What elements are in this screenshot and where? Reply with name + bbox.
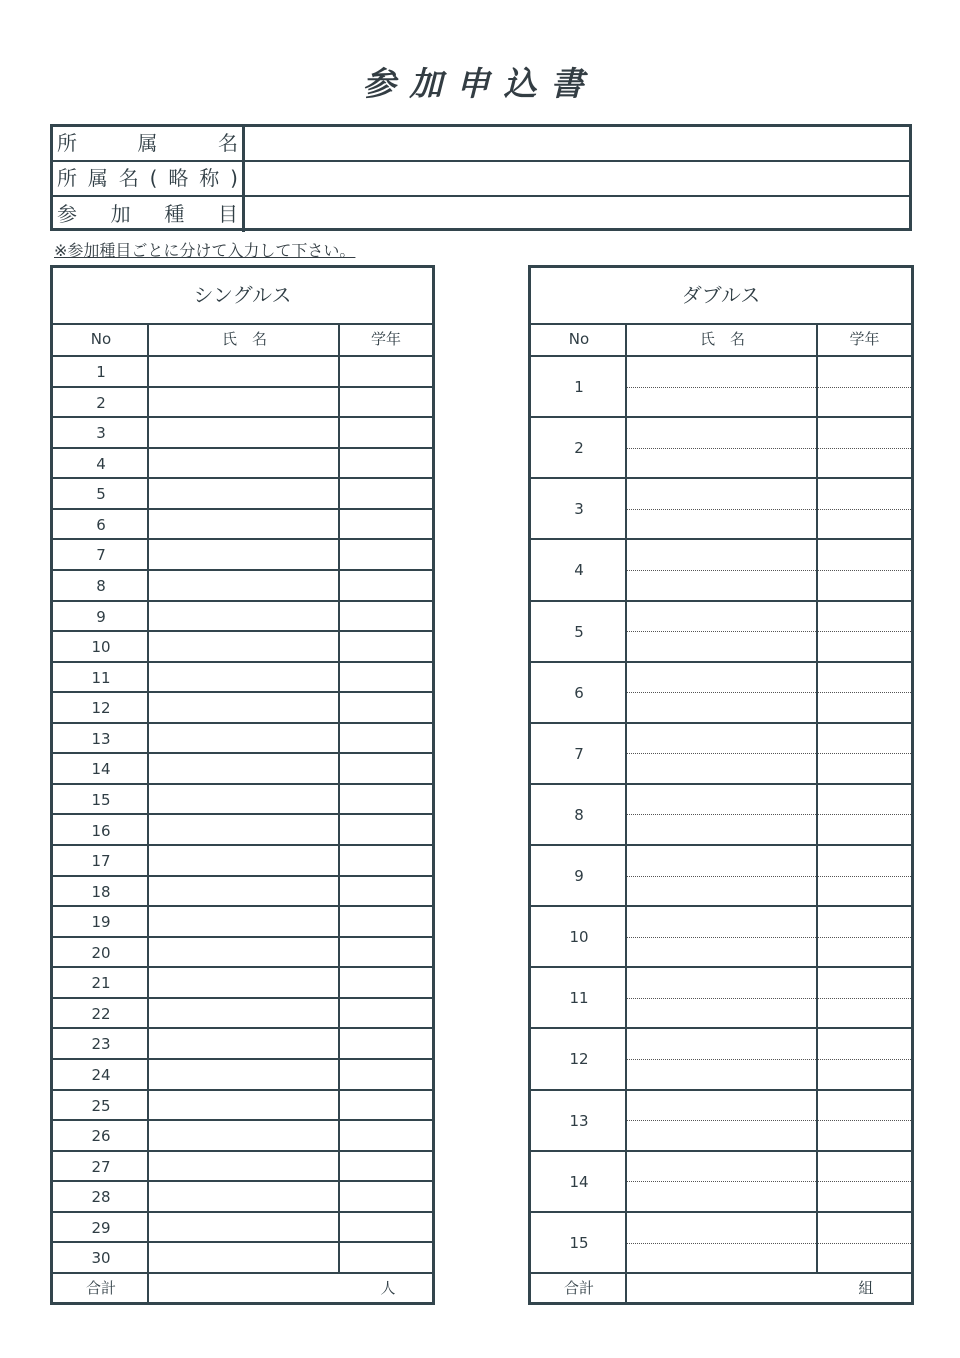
row-number: 28 — [91, 1188, 111, 1207]
col-no-header: No — [568, 330, 590, 348]
pair-name-field[interactable] — [627, 1091, 816, 1150]
affiliation-field[interactable] — [245, 127, 909, 160]
pair-name-field[interactable] — [627, 357, 816, 416]
divider — [627, 692, 816, 693]
affiliation-short-label-char: 略 — [168, 166, 189, 190]
pair-name-field[interactable] — [627, 968, 816, 1027]
table-row — [531, 663, 911, 724]
divider — [627, 1059, 816, 1060]
name-field[interactable] — [149, 449, 338, 478]
doubles-header — [531, 323, 911, 357]
row-number: 25 — [91, 1096, 111, 1115]
name-field[interactable] — [149, 816, 338, 845]
name-field[interactable] — [149, 602, 338, 631]
singles-header — [53, 323, 432, 357]
grade-field[interactable] — [340, 1121, 432, 1150]
event-row — [53, 197, 909, 232]
grade-field[interactable] — [340, 418, 432, 447]
grade-field[interactable] — [340, 388, 432, 417]
affiliation-short-label-char: ( — [149, 166, 158, 190]
row-number: 4 — [574, 561, 584, 580]
pair-grade-field[interactable] — [818, 968, 911, 1027]
divider — [627, 876, 816, 877]
affiliation-short-label-char: 名 — [118, 166, 139, 190]
table-row — [53, 816, 432, 847]
pair-name-field[interactable] — [627, 1029, 816, 1088]
divider — [818, 448, 911, 449]
table-row — [53, 510, 432, 541]
affiliation-short-label-char: ) — [230, 166, 238, 190]
table-row — [53, 388, 432, 419]
col-no-header: No — [90, 330, 112, 348]
singles-title: シングルス — [53, 268, 432, 325]
divider — [627, 998, 816, 999]
pair-name-field[interactable] — [627, 1152, 816, 1211]
affiliation-label — [53, 127, 245, 160]
name-field[interactable] — [149, 693, 338, 722]
row-number: 3 — [96, 424, 106, 443]
grade-field[interactable] — [340, 663, 432, 692]
table-row — [531, 846, 911, 907]
table-row — [53, 663, 432, 694]
doubles-table — [528, 265, 914, 1305]
divider — [818, 1243, 911, 1244]
name-field[interactable] — [149, 938, 338, 967]
grade-field[interactable] — [340, 632, 432, 661]
row-number: 15 — [569, 1233, 589, 1252]
table-row — [53, 877, 432, 908]
divider — [627, 570, 816, 571]
divider — [627, 509, 816, 510]
table-row — [53, 632, 432, 663]
row-number: 30 — [91, 1249, 111, 1268]
grade-field[interactable] — [340, 1182, 432, 1211]
grade-field[interactable] — [340, 1029, 432, 1058]
divider — [818, 1120, 911, 1121]
event-label-char: 種 — [164, 202, 185, 226]
affiliation-label-char: 属 — [137, 131, 158, 155]
grade-field[interactable] — [340, 1152, 432, 1181]
table-row — [53, 693, 432, 724]
event-field[interactable] — [245, 197, 909, 232]
grade-field[interactable] — [340, 785, 432, 814]
table-row — [531, 357, 911, 418]
table-row — [53, 602, 432, 633]
grade-field[interactable] — [340, 754, 432, 783]
name-field[interactable] — [149, 1152, 338, 1181]
table-row — [53, 1182, 432, 1213]
pair-grade-field[interactable] — [818, 785, 911, 844]
table-row — [53, 1243, 432, 1274]
pair-grade-field[interactable] — [818, 846, 911, 905]
row-number: 10 — [91, 638, 111, 657]
col-grade-header: 学年 — [849, 330, 880, 348]
table-row — [53, 357, 432, 388]
event-label-char: 加 — [110, 202, 131, 226]
name-field[interactable] — [149, 388, 338, 417]
row-number: 13 — [91, 729, 111, 748]
affiliation-row — [53, 127, 909, 162]
divider — [818, 509, 911, 510]
table-row — [53, 1121, 432, 1152]
row-number: 11 — [91, 668, 111, 687]
info-table — [50, 124, 912, 231]
row-number: 29 — [91, 1218, 111, 1237]
name-field[interactable] — [149, 999, 338, 1028]
grade-field[interactable] — [340, 907, 432, 936]
table-row — [53, 754, 432, 785]
col-name-header: 氏 名 — [699, 330, 745, 348]
pair-name-field[interactable] — [627, 907, 816, 966]
table-row — [531, 1029, 911, 1090]
pair-grade-field[interactable] — [818, 357, 911, 416]
row-number: 14 — [91, 760, 111, 779]
grade-field[interactable] — [340, 479, 432, 508]
divider — [627, 631, 816, 632]
table-row — [53, 999, 432, 1030]
pair-grade-field[interactable] — [818, 1029, 911, 1088]
doubles-total-label: 合計 — [563, 1279, 594, 1297]
pair-grade-field[interactable] — [818, 602, 911, 661]
affiliation-label-char: 所 — [57, 131, 77, 155]
name-field[interactable] — [149, 754, 338, 783]
table-row — [53, 1091, 432, 1122]
grade-field[interactable] — [340, 1213, 432, 1242]
name-field[interactable] — [149, 1060, 338, 1089]
row-number: 16 — [91, 821, 111, 840]
table-row — [531, 968, 911, 1029]
name-field[interactable] — [149, 877, 338, 906]
row-number: 15 — [91, 790, 111, 809]
table-row — [531, 479, 911, 540]
row-number: 19 — [91, 913, 111, 932]
pair-name-field[interactable] — [627, 663, 816, 722]
doubles-total-row — [531, 1272, 911, 1302]
grade-field[interactable] — [340, 510, 432, 539]
singles-table — [50, 265, 435, 1305]
row-number: 10 — [569, 928, 589, 947]
table-row — [53, 907, 432, 938]
event-label — [53, 197, 245, 232]
grade-field[interactable] — [340, 938, 432, 967]
row-number: 14 — [569, 1172, 589, 1191]
name-field[interactable] — [149, 1243, 338, 1274]
col-name-header: 氏 名 — [221, 330, 267, 348]
affiliation-short-label-char: 称 — [199, 166, 220, 190]
name-field[interactable] — [149, 846, 338, 875]
grade-field[interactable] — [340, 1060, 432, 1089]
singles-total-unit: 人 — [380, 1279, 396, 1297]
grade-field[interactable] — [340, 846, 432, 875]
row-number: 26 — [91, 1127, 111, 1146]
row-number: 13 — [569, 1111, 589, 1130]
table-row — [531, 540, 911, 601]
divider — [627, 814, 816, 815]
row-number: 1 — [96, 363, 106, 381]
table-row — [53, 938, 432, 969]
affiliation-short-label — [53, 162, 245, 195]
table-row — [531, 724, 911, 785]
table-row — [53, 724, 432, 755]
doubles-total-unit: 組 — [858, 1279, 874, 1297]
pair-name-field[interactable] — [627, 602, 816, 661]
divider — [627, 1120, 816, 1121]
name-field[interactable] — [149, 1029, 338, 1058]
pair-grade-field[interactable] — [818, 907, 911, 966]
singles-total-row — [53, 1272, 432, 1302]
affiliation-short-label-char: 所 — [57, 166, 77, 190]
row-number: 3 — [574, 500, 584, 519]
table-row — [53, 846, 432, 877]
name-field[interactable] — [149, 907, 338, 936]
pair-grade-field[interactable] — [818, 1152, 911, 1211]
name-field[interactable] — [149, 724, 338, 753]
table-row — [53, 968, 432, 999]
row-number: 11 — [569, 989, 589, 1008]
grade-field[interactable] — [340, 1091, 432, 1120]
row-number: 9 — [574, 867, 584, 886]
divider — [818, 1181, 911, 1182]
table-row — [531, 602, 911, 663]
row-number: 27 — [91, 1157, 111, 1176]
name-field[interactable] — [149, 510, 338, 539]
divider — [818, 814, 911, 815]
table-row — [53, 571, 432, 602]
affiliation-short-row — [53, 162, 909, 197]
table-row — [531, 1152, 911, 1213]
row-number: 8 — [574, 805, 584, 824]
col-grade-header: 学年 — [370, 330, 401, 348]
table-row — [53, 418, 432, 449]
divider — [627, 1181, 816, 1182]
row-number: 22 — [91, 1004, 111, 1023]
divider — [818, 570, 911, 571]
affiliation-short-field[interactable] — [245, 162, 909, 195]
pair-name-field[interactable] — [627, 479, 816, 538]
doubles-title: ダブルス — [531, 268, 911, 325]
table-row — [531, 418, 911, 479]
table-row — [53, 449, 432, 480]
divider — [818, 937, 911, 938]
name-field[interactable] — [149, 663, 338, 692]
divider — [627, 753, 816, 754]
event-label-char: 参 — [57, 202, 77, 226]
singles-total-label: 合計 — [85, 1279, 116, 1297]
divider — [818, 876, 911, 877]
row-number: 6 — [574, 683, 584, 702]
divider — [627, 448, 816, 449]
divider — [818, 998, 911, 999]
name-field[interactable] — [149, 785, 338, 814]
pair-grade-field[interactable] — [818, 1213, 911, 1274]
name-field[interactable] — [149, 540, 338, 569]
row-number: 6 — [96, 515, 106, 534]
row-number: 5 — [574, 622, 584, 641]
row-number: 23 — [91, 1035, 111, 1054]
grade-field[interactable] — [340, 449, 432, 478]
grade-field[interactable] — [340, 357, 432, 386]
pair-grade-field[interactable] — [818, 1091, 911, 1150]
pair-grade-field[interactable] — [818, 540, 911, 599]
divider — [627, 387, 816, 388]
affiliation-label-char: 名 — [218, 131, 238, 155]
divider — [818, 692, 911, 693]
event-label-char: 目 — [217, 202, 238, 226]
row-number: 5 — [96, 485, 106, 504]
pair-name-field[interactable] — [627, 540, 816, 599]
table-row — [531, 785, 911, 846]
row-number: 17 — [91, 852, 111, 871]
pair-name-field[interactable] — [627, 418, 816, 477]
grade-field[interactable] — [340, 540, 432, 569]
grade-field[interactable] — [340, 968, 432, 997]
divider — [627, 1243, 816, 1244]
row-number: 21 — [91, 974, 111, 993]
table-row — [53, 1152, 432, 1183]
affiliation-short-label-char: 属 — [87, 166, 108, 190]
row-number: 9 — [96, 607, 106, 626]
pair-grade-field[interactable] — [818, 418, 911, 477]
row-number: 18 — [91, 882, 111, 901]
table-row — [531, 1213, 911, 1274]
table-row — [531, 1091, 911, 1152]
name-field[interactable] — [149, 1182, 338, 1211]
pair-grade-field[interactable] — [818, 724, 911, 783]
pair-grade-field[interactable] — [818, 663, 911, 722]
table-row — [531, 907, 911, 968]
pair-name-field[interactable] — [627, 724, 816, 783]
divider — [627, 937, 816, 938]
grade-field[interactable] — [340, 816, 432, 845]
grade-field[interactable] — [340, 877, 432, 906]
row-number: 4 — [96, 454, 106, 473]
row-number: 20 — [91, 943, 111, 962]
name-field[interactable] — [149, 968, 338, 997]
instruction-note: ※参加種目ごとに分けて入力して下さい。 — [54, 241, 356, 260]
grade-field[interactable] — [340, 571, 432, 600]
pair-name-field[interactable] — [627, 1213, 816, 1274]
row-number: 12 — [569, 1050, 589, 1069]
row-number: 1 — [574, 378, 584, 396]
table-row — [53, 479, 432, 510]
pair-grade-field[interactable] — [818, 479, 911, 538]
grade-field[interactable] — [340, 724, 432, 753]
table-row — [53, 540, 432, 571]
row-number: 2 — [574, 439, 584, 458]
name-field[interactable] — [149, 632, 338, 661]
grade-field[interactable] — [340, 1243, 432, 1274]
pair-name-field[interactable] — [627, 846, 816, 905]
table-row — [53, 785, 432, 816]
name-field[interactable] — [149, 418, 338, 447]
page-title: 参加申込書 — [362, 64, 598, 103]
row-number: 2 — [96, 393, 106, 412]
row-number: 7 — [96, 546, 106, 565]
table-row — [53, 1029, 432, 1060]
name-field[interactable] — [149, 357, 338, 386]
divider — [818, 753, 911, 754]
table-row — [53, 1060, 432, 1091]
divider — [818, 631, 911, 632]
row-number: 24 — [91, 1066, 111, 1085]
grade-field[interactable] — [340, 693, 432, 722]
row-number: 8 — [96, 576, 106, 595]
pair-name-field[interactable] — [627, 785, 816, 844]
divider — [818, 1059, 911, 1060]
divider — [818, 387, 911, 388]
name-field[interactable] — [149, 571, 338, 600]
grade-field[interactable] — [340, 999, 432, 1028]
name-field[interactable] — [149, 1213, 338, 1242]
table-row — [53, 1213, 432, 1244]
name-field[interactable] — [149, 1091, 338, 1120]
row-number: 12 — [91, 699, 111, 718]
name-field[interactable] — [149, 479, 338, 508]
name-field[interactable] — [149, 1121, 338, 1150]
row-number: 7 — [574, 744, 584, 763]
grade-field[interactable] — [340, 602, 432, 631]
